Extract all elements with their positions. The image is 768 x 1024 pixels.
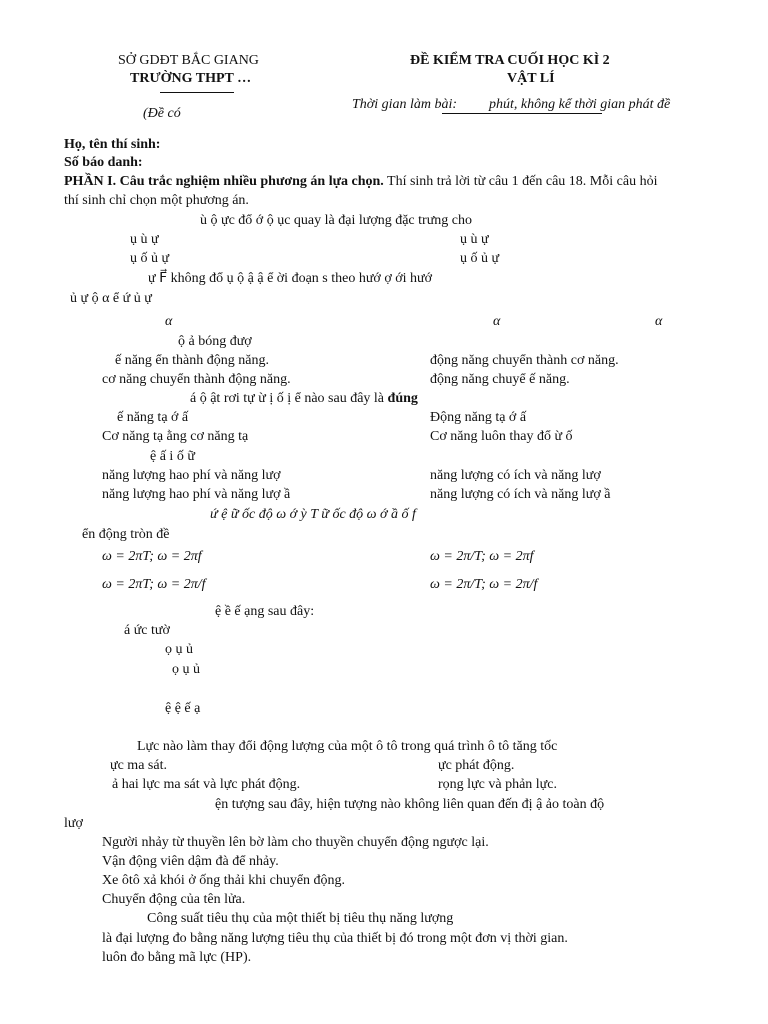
question-line: ệ ệ ế ạ bbox=[165, 701, 201, 716]
candidate-id-label: Số báo danh: bbox=[64, 155, 143, 170]
department-name: SỞ GDĐT BẮC GIANG bbox=[118, 53, 259, 68]
question-option: ω = 2π/T; ω = 2π/f bbox=[430, 577, 538, 592]
question-line: ủ ự ộ α ể ứ ủ ự bbox=[70, 291, 152, 306]
time-note: phút, không kể thời gian phát đề bbox=[489, 97, 671, 112]
question-line: Công suất tiêu thụ của một thiết bị tiêu thụ năng lượng bbox=[147, 911, 454, 926]
question-option: năng lượng hao phí và năng lượ ầ bbox=[102, 487, 291, 502]
question-option: ụ ù ự bbox=[130, 232, 159, 247]
question-option: α bbox=[493, 314, 501, 329]
question-line: ển động tròn đề bbox=[82, 527, 170, 542]
question-option: Xe ôtô xả khói ở ống thải khi chuyển động. bbox=[102, 873, 346, 888]
question-option: α bbox=[165, 314, 173, 329]
question-option: ả hai lực ma sát và lực phát động. bbox=[112, 777, 301, 792]
question-option: α bbox=[655, 314, 663, 329]
part1-instruction: Thí sinh trả lời từ câu 1 đến câu 18. Mỗi câu hỏi bbox=[383, 174, 658, 189]
question-option: ụ ù ự bbox=[460, 232, 489, 247]
question-line: Lực nào làm thay đổi động lượng của một ô tô trong quá trình ô tô tăng tốc bbox=[137, 739, 558, 754]
question-option: là đại lượng đo bằng năng lượng tiêu thụ của thiết bị đó trong một đơn vị thời gian. bbox=[102, 931, 568, 946]
part1-header bbox=[64, 173, 657, 191]
question-line: á ức tườ bbox=[124, 623, 170, 638]
question-option: cơ năng chuyển thành động năng. bbox=[102, 372, 291, 387]
question-option: ế năng ển thành động năng. bbox=[115, 353, 269, 368]
question-option: động năng chuyể ế năng. bbox=[430, 372, 570, 387]
question-line: ện tượng sau đây, hiện tượng nào không liên quan đến đị ậ ảo toàn độ bbox=[215, 797, 605, 812]
question-option: ω = 2πT; ω = 2π/f bbox=[102, 577, 206, 592]
question-line: ứ ệ ữ ốc độ ω ớ ỳ T ữ ốc độ ω ớ ầ ố f bbox=[210, 507, 416, 522]
part1-instruction-2: thí sinh chỉ chọn một phương án. bbox=[64, 193, 249, 208]
question-line: ự F⃗ không đổ ụ ộ ậ ậ ể ời đoạn s theo hướ ợ ới hướ bbox=[148, 271, 433, 286]
question-option: Cơ năng luôn thay đổ ừ ố bbox=[430, 429, 573, 444]
question-option: ω = 2π/T; ω = 2πf bbox=[430, 549, 534, 564]
exam-title: ĐỀ KIỂM TRA CUỐI HỌC KÌ 2 bbox=[410, 53, 610, 68]
question-text: á ộ ật rơi tự ừ ị ố ị ể nào sau đây là bbox=[190, 391, 388, 406]
question-option: ế năng tạ ớ ấ bbox=[117, 410, 189, 425]
question-option: năng lượng có ích và năng lượ bbox=[430, 468, 601, 483]
page-count-note: (Đề có bbox=[143, 106, 181, 121]
question-line: ọ ụ ủ bbox=[165, 642, 193, 657]
question-option: năng lượng có ích và năng lượ ầ bbox=[430, 487, 611, 502]
question-option: Chuyển động của tên lửa. bbox=[102, 892, 246, 907]
time-underline bbox=[442, 113, 602, 114]
question-option: Người nhảy từ thuyền lên bờ làm cho thuyền chuyển động ngược lại. bbox=[102, 835, 489, 850]
question-option: ực ma sát. bbox=[110, 758, 167, 773]
exam-subject: VẬT LÍ bbox=[507, 71, 555, 86]
question-option: luôn đo bằng mã lực (HP). bbox=[102, 950, 252, 965]
question-option: động năng chuyển thành cơ năng. bbox=[430, 353, 619, 368]
question-line: ệ ấ i ố ữ bbox=[150, 449, 195, 464]
question-option: rọng lực và phản lực. bbox=[438, 777, 557, 792]
question-line bbox=[190, 390, 418, 408]
question-option: ụ ố ủ ự bbox=[130, 251, 170, 266]
question-option: ω = 2πT; ω = 2πf bbox=[102, 549, 202, 564]
question-line: lượ bbox=[64, 816, 83, 831]
question-option: ụ ố ủ ự bbox=[460, 251, 500, 266]
question-line: ù ộ ực đổ ớ ộ ục quay là đại lượng đặc trưng cho bbox=[200, 213, 473, 228]
school-underline bbox=[160, 92, 234, 93]
question-line: ọ ụ ủ bbox=[172, 662, 200, 677]
question-line: ệ ề ế ạng sau đây: bbox=[215, 604, 315, 619]
time-label: Thời gian làm bài: bbox=[352, 97, 458, 112]
part1-title: PHẦN I. Câu trắc nghiệm nhiều phương án lựa chọn. bbox=[64, 174, 384, 189]
question-option: Động năng tạ ớ ấ bbox=[430, 410, 527, 425]
candidate-name-label: Họ, tên thí sinh: bbox=[64, 137, 161, 152]
question-option: ực phát động. bbox=[438, 758, 515, 773]
question-option: Vận động viên dậm đà để nhảy. bbox=[102, 854, 279, 869]
question-option: năng lượng hao phí và năng lượ bbox=[102, 468, 281, 483]
question-option: Cơ năng tạ ằng cơ năng tạ bbox=[102, 429, 249, 444]
question-line: ộ ả bóng đượ bbox=[178, 334, 252, 349]
emphasis-word: đúng bbox=[387, 391, 418, 406]
school-name: TRƯỜNG THPT … bbox=[130, 71, 252, 86]
